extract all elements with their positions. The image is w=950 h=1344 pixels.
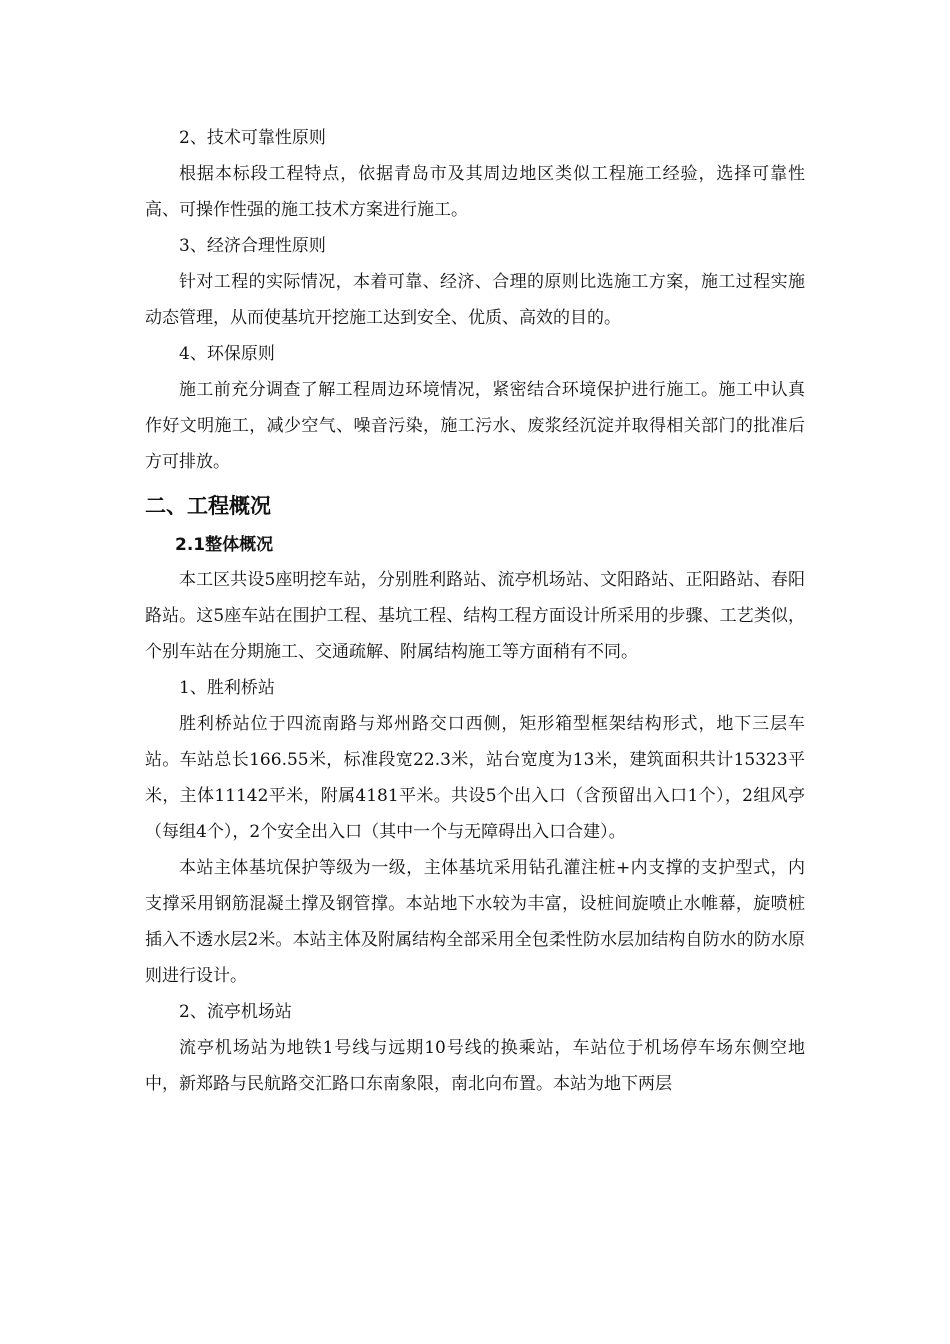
principle-2-body: 根据本标段工程特点，依据青岛市及其周边地区类似工程施工经验，选择可靠性高、可操作性强的施工技术方案进行施工。 (145, 164, 805, 220)
principle-4-body: 施工前充分调查了解工程周边环境情况，紧密结合环境保护进行施工。施工中认真作好文明施工，减少空气、噪音污染，施工污水、废浆经沉淀并取得相关部门的批准后方可排放。 (145, 380, 805, 472)
overview-body: 本工区共设5座明挖车站，分别胜利路站、流亭机场站、文阳路站、正阳路站、春阳路站。这5座车站在围护工程、基坑工程、结构工程方面设计所采用的步骤、工艺类似，个别车站在分期施工、交通疏解、附属结构施工等方面稍有不同。 (145, 570, 805, 662)
station-2-body: 流亭机场站为地铁1号线与远期10号线的换乘站，车站位于机场停车场东侧空地中，新郑路与民航路交汇路口东南象限，南北向布置。本站为地下两层 (145, 1038, 805, 1094)
principle-3-body: 针对工程的实际情况，本着可靠、经济、合理的原则比选施工方案，施工过程实施动态管理，从而使基坑开挖施工达到安全、优质、高效的目的。 (145, 272, 805, 328)
subsection-heading-2-1: 2.1整体概况 (175, 535, 274, 555)
principle-heading-3: 3、经济合理性原则 (179, 236, 326, 256)
station-1-body: 胜利桥站位于四流南路与郑州路交口西侧，矩形箱型框架结构形式，地下三层车站。车站总长166.55米，标准段宽22.3米，站台宽度为13米，建筑面积共计15323平米，主体11142平米，附属4181平米。共设5个出入口（含预留出入口1个），2组风亭（每组4个），2个安全出入口（其中一个与无障碍出入口合建）。 (145, 714, 805, 842)
station-heading-1: 1、胜利桥站 (179, 678, 275, 698)
document-page (145, 120, 805, 1102)
station-heading-2: 2、流亭机场站 (179, 1002, 292, 1022)
principle-heading-2: 2、技术可靠性原则 (179, 128, 326, 148)
principle-heading-4: 4、环保原则 (179, 344, 275, 364)
section-heading-2: 二、工程概况 (145, 494, 271, 518)
station-1-foundation-body: 本站主体基坑保护等级为一级，主体基坑采用钻孔灌注桩+内支撑的支护型式，内支撑采用钢筋混凝土撑及钢管撑。本站地下水较为丰富，设桩间旋喷止水帷幕，旋喷桩插入不透水层2米。本站主体及附属结构全部采用全包柔性防水层加结构自防水的防水原则进行设计。 (145, 858, 805, 986)
